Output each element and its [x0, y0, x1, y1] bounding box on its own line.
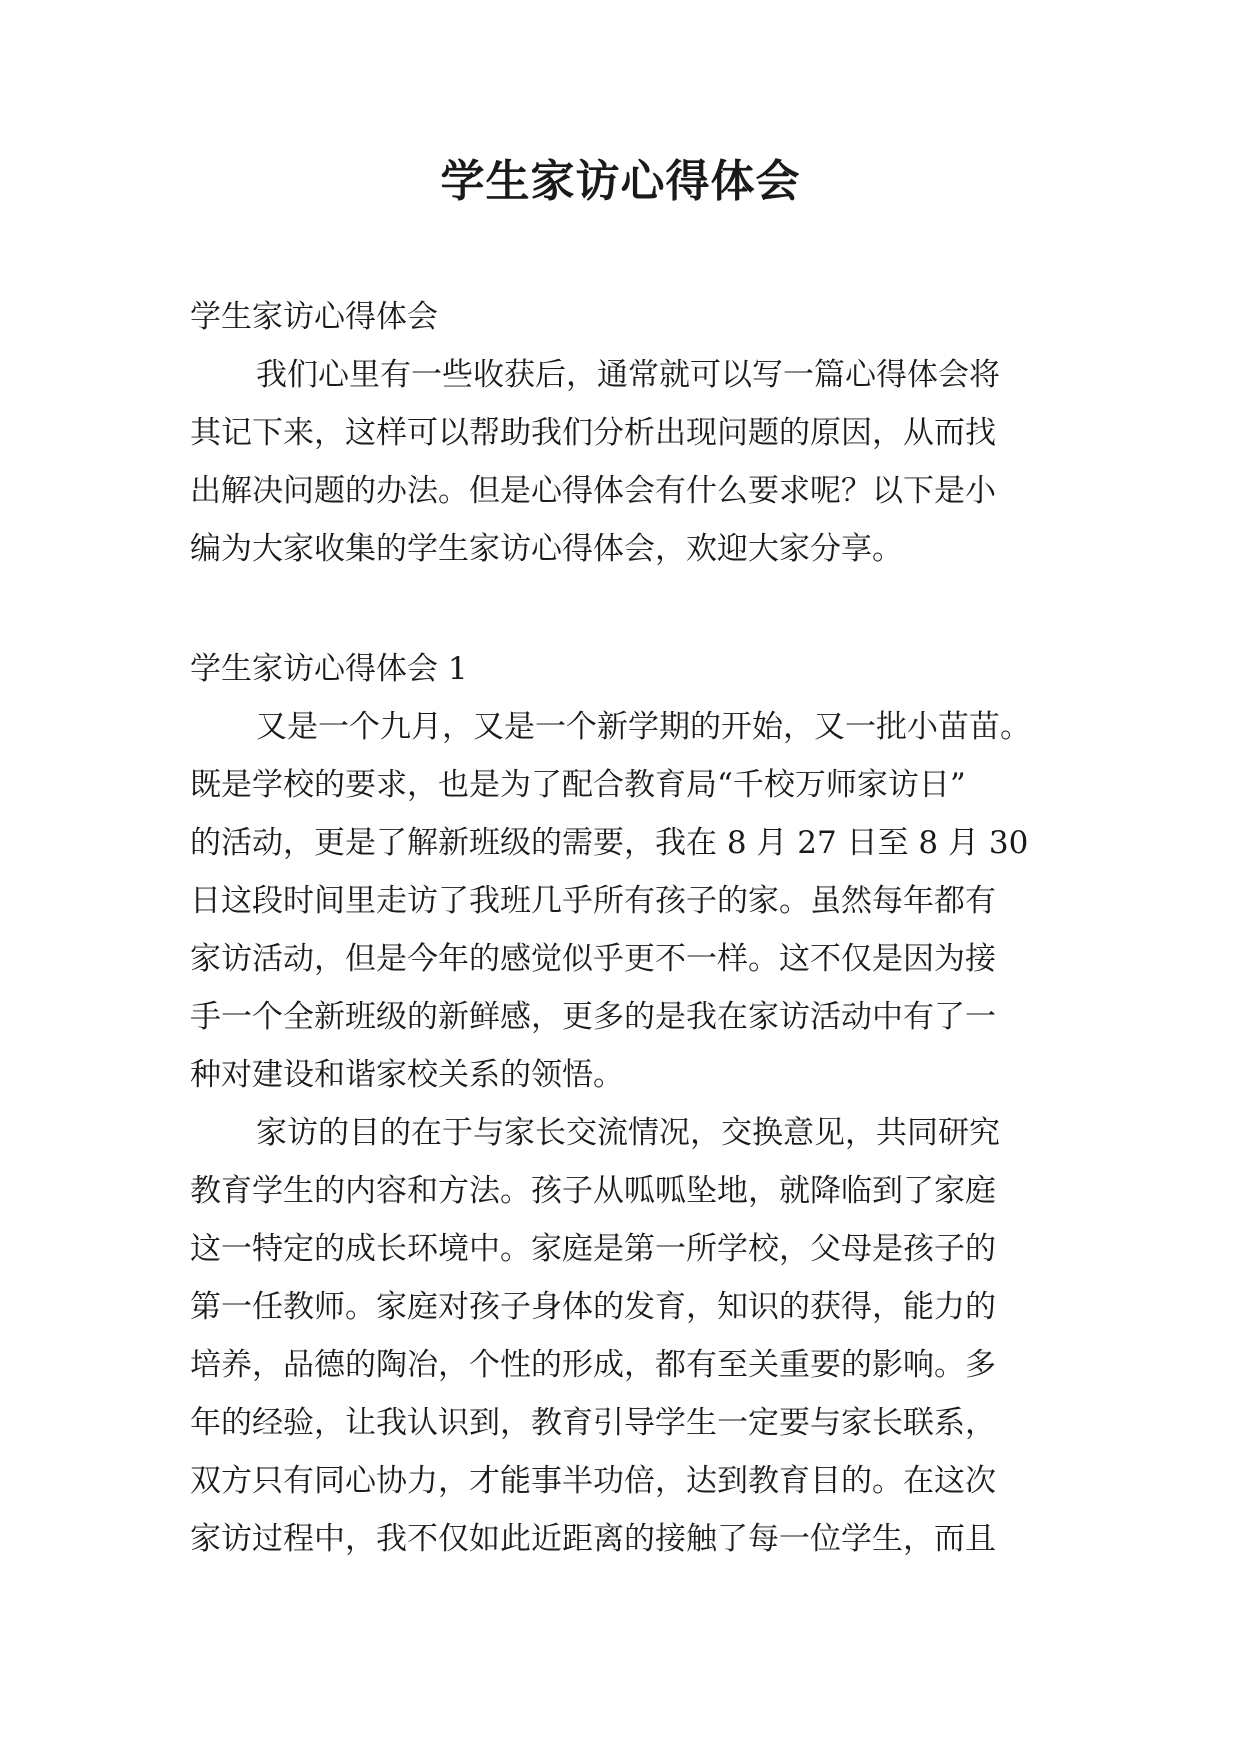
paragraph-line: 我们心里有一些收获后，通常就可以写一篇心得体会将 — [256, 357, 1000, 393]
paragraph-line: 这一特定的成长环境中。家庭是第一所学校，父母是孩子的 — [190, 1231, 996, 1267]
paragraph-line: 第一任教师。家庭对孩子身体的发育，知识的获得，能力的 — [190, 1289, 996, 1325]
section-heading: 学生家访心得体会 1 — [190, 651, 468, 687]
paragraph-line: 双方只有同心协力，才能事半功倍，达到教育目的。在这次 — [190, 1463, 996, 1499]
paragraph-line: 种对建设和谐家校关系的领悟。 — [190, 1057, 624, 1093]
paragraph-line: 家访的目的在于与家长交流情况，交换意见，共同研究 — [256, 1115, 1000, 1151]
paragraph-line: 手一个全新班级的新鲜感，更多的是我在家访活动中有了一 — [190, 999, 996, 1035]
section-gap — [190, 578, 1052, 640]
paragraph-line: 培养，品德的陶冶，个性的形成，都有至关重要的影响。多 — [190, 1347, 996, 1383]
paragraph-line: 年的经验，让我认识到，教育引导学生一定要与家长联系， — [190, 1405, 996, 1441]
paragraph-line: 家访过程中，我不仅如此近距离的接触了每一位学生，而且 — [190, 1521, 996, 1557]
intro-heading: 学生家访心得体会 — [190, 299, 438, 335]
paragraph-line: 其记下来，这样可以帮助我们分析出现问题的原因，从而找 — [190, 415, 996, 451]
document-title: 学生家访心得体会 — [440, 156, 801, 207]
paragraph-line: 又是一个九月，又是一个新学期的开始，又一批小苗苗。 — [256, 709, 1031, 745]
paragraph-line: 教育学生的内容和方法。孩子从呱呱坠地，就降临到了家庭 — [190, 1173, 996, 1209]
paragraph-line: 既是学校的要求，也是为了配合教育局“千校万师家访日” — [190, 767, 966, 803]
section1-paragraph-2 — [190, 1104, 1052, 1568]
paragraph-line: 日这段时间里走访了我班几乎所有孩子的家。虽然每年都有 — [190, 883, 996, 919]
document-body — [190, 288, 1052, 1568]
paragraph-line: 家访活动，但是今年的感觉似乎更不一样。这不仅是因为接 — [190, 941, 996, 977]
paragraph-line: 出解决问题的办法。但是心得体会有什么要求呢？以下是小 — [190, 473, 996, 509]
section1-paragraph-1 — [190, 698, 1052, 1104]
paragraph-line: 编为大家收集的学生家访心得体会，欢迎大家分享。 — [190, 531, 903, 567]
intro-paragraph — [190, 346, 1052, 578]
paragraph-line: 的活动，更是了解新班级的需要，我在 8 月 27 日至 8 月 30 — [190, 825, 1029, 861]
